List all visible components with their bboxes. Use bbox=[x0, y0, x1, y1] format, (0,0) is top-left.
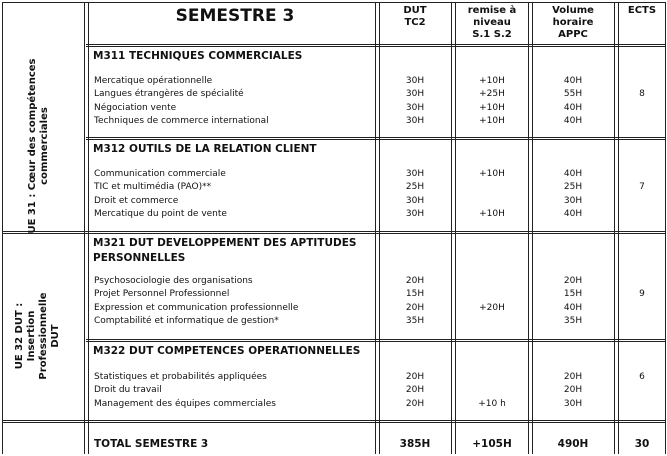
volume-hours: 40H bbox=[563, 116, 583, 127]
course-name: Droit du travail bbox=[94, 385, 162, 396]
volume-hours: 40H bbox=[563, 76, 583, 86]
total-volume: 490H bbox=[557, 438, 589, 450]
remise-hours bbox=[456, 371, 528, 384]
volume-hours: 40H bbox=[563, 102, 583, 113]
course-name: Négociation vente bbox=[94, 102, 177, 113]
remise-hours bbox=[456, 288, 528, 301]
module-title-m321: M321 DUT DEVELOPPEMENT DES APTITUDES PERSONNELLES bbox=[93, 237, 357, 264]
volume-values-m321 bbox=[533, 275, 613, 329]
course-name: Droit et commerce bbox=[94, 195, 179, 206]
col-header-line: horaire bbox=[552, 17, 594, 28]
remise-values-m312 bbox=[456, 168, 528, 222]
col-header-line: remise à bbox=[467, 5, 517, 16]
grid-line bbox=[2, 2, 666, 3]
ue32-label-line: UE 32 DUT : bbox=[14, 302, 25, 370]
module-title-m322: M322 DUT COMPETENCES OPERATIONNELLES bbox=[93, 345, 361, 357]
dut-hours: 20H bbox=[405, 276, 425, 286]
remise-hours: +10H bbox=[479, 209, 505, 220]
semester-title: SEMESTRE 3 bbox=[175, 6, 295, 26]
remise-values-m321 bbox=[456, 275, 528, 329]
col-header-remise bbox=[456, 5, 528, 41]
dut-hours: 30H bbox=[405, 76, 425, 86]
volume-hours: 15H bbox=[563, 289, 583, 300]
course-names-m321 bbox=[94, 275, 298, 329]
dut-hours: 20H bbox=[405, 398, 425, 409]
ue32-label-line: DUT bbox=[50, 324, 61, 348]
dut-hours: 35H bbox=[405, 316, 425, 327]
remise-hours bbox=[456, 181, 528, 194]
volume-values-m322 bbox=[533, 371, 613, 411]
remise-hours: +10H bbox=[479, 169, 505, 179]
volume-hours: 40H bbox=[563, 209, 583, 220]
volume-hours: 55H bbox=[563, 89, 583, 100]
dut-values-m311 bbox=[380, 75, 450, 129]
course-name: Langues étrangères de spécialité bbox=[94, 89, 244, 100]
grid-line bbox=[2, 233, 666, 234]
col-header-line: niveau bbox=[473, 17, 511, 28]
remise-hours: +10H bbox=[479, 76, 505, 86]
volume-hours: 30H bbox=[563, 195, 583, 206]
course-name: Management des équipes commerciales bbox=[94, 398, 276, 409]
dut-hours: 30H bbox=[405, 102, 425, 113]
volume-hours: 20H bbox=[563, 385, 583, 396]
ects-m312: 7 bbox=[639, 182, 645, 192]
remise-hours: +10 h bbox=[478, 398, 506, 409]
ue32-label bbox=[14, 266, 68, 406]
total-label: TOTAL SEMESTRE 3 bbox=[94, 438, 209, 450]
remise-hours: +20H bbox=[479, 302, 505, 313]
ects-m321: 9 bbox=[639, 289, 645, 299]
dut-values-m322 bbox=[380, 371, 450, 411]
remise-values-m322 bbox=[456, 371, 528, 411]
remise-hours: +10H bbox=[479, 116, 505, 127]
grid-line bbox=[84, 2, 89, 454]
remise-hours bbox=[456, 315, 528, 328]
grid-line bbox=[614, 2, 619, 454]
course-names-m312 bbox=[94, 168, 227, 222]
col-header-line: Volume bbox=[552, 5, 594, 16]
total-ects: 30 bbox=[634, 438, 650, 450]
grid-line bbox=[2, 231, 666, 232]
course-name: Projet Personnel Professionnel bbox=[94, 289, 230, 300]
course-name: Statistiques et probabilités appliquées bbox=[94, 372, 267, 382]
col-header-line: S.1 S.2 bbox=[472, 29, 512, 40]
course-name: Mercatique du point de vente bbox=[94, 209, 227, 220]
volume-hours: 35H bbox=[563, 316, 583, 327]
course-name: Mercatique opérationnelle bbox=[94, 76, 213, 86]
module-title-m312: M312 OUTILS DE LA RELATION CLIENT bbox=[93, 143, 317, 155]
volume-values-m312 bbox=[533, 168, 613, 222]
dut-hours: 30H bbox=[405, 116, 425, 127]
course-names-m322 bbox=[94, 371, 276, 411]
dut-hours: 30H bbox=[405, 89, 425, 100]
ue32-label-line: Professionnelle bbox=[38, 292, 49, 380]
course-name: Expression et communication professionnelle bbox=[94, 302, 299, 313]
grid-line bbox=[2, 420, 666, 421]
total-dut: 385H bbox=[399, 438, 431, 450]
remise-values-m311 bbox=[456, 75, 528, 129]
dut-hours: 20H bbox=[405, 385, 425, 396]
dut-hours: 30H bbox=[405, 195, 425, 206]
course-names-m311 bbox=[94, 75, 269, 129]
volume-hours: 30H bbox=[563, 398, 583, 409]
remise-hours bbox=[456, 384, 528, 397]
col-header-ects: ECTS bbox=[627, 5, 657, 16]
dut-values-m321 bbox=[380, 275, 450, 329]
remise-hours bbox=[456, 275, 528, 288]
dut-hours: 30H bbox=[405, 169, 425, 179]
dut-hours: 30H bbox=[405, 209, 425, 220]
dut-hours: 20H bbox=[405, 302, 425, 313]
ects-m311: 8 bbox=[639, 89, 645, 99]
course-name: Comptabilité et informatique de gestion* bbox=[94, 316, 279, 327]
course-name: Communication commerciale bbox=[94, 169, 226, 179]
dut-hours: 20H bbox=[405, 372, 425, 382]
remise-hours bbox=[456, 195, 528, 208]
col-header-line: TC2 bbox=[404, 17, 426, 28]
volume-hours: 20H bbox=[563, 276, 583, 286]
total-remise: +105H bbox=[472, 438, 512, 450]
grid-line bbox=[2, 2, 3, 454]
volume-hours: 20H bbox=[563, 372, 583, 382]
col-header-dut bbox=[380, 5, 450, 29]
volume-hours: 40H bbox=[563, 169, 583, 179]
ue31-label: UE 31 : Cœur des compétences commerciales bbox=[27, 58, 50, 234]
course-name: Techniques de commerce international bbox=[94, 116, 269, 127]
course-name: TIC et multimédia (PAO)** bbox=[94, 182, 212, 193]
col-header-line: DUT bbox=[403, 5, 427, 16]
ects-m322: 6 bbox=[639, 372, 645, 382]
dut-values-m312 bbox=[380, 168, 450, 222]
grid-line bbox=[665, 2, 666, 454]
course-name: Psychosociologie des organisations bbox=[94, 276, 253, 286]
volume-hours: 40H bbox=[563, 302, 583, 313]
col-header-volume bbox=[533, 5, 613, 41]
remise-hours: +25H bbox=[479, 89, 505, 100]
grid-line bbox=[2, 422, 666, 423]
volume-values-m311 bbox=[533, 75, 613, 129]
module-title-m311: M311 TECHNIQUES COMMERCIALES bbox=[93, 50, 303, 62]
remise-hours: +10H bbox=[479, 102, 505, 113]
volume-hours: 25H bbox=[563, 182, 583, 193]
col-header-line: APPC bbox=[558, 29, 588, 40]
ue32-label-line: Insertion bbox=[26, 310, 37, 362]
dut-hours: 25H bbox=[405, 182, 425, 193]
dut-hours: 15H bbox=[405, 289, 425, 300]
